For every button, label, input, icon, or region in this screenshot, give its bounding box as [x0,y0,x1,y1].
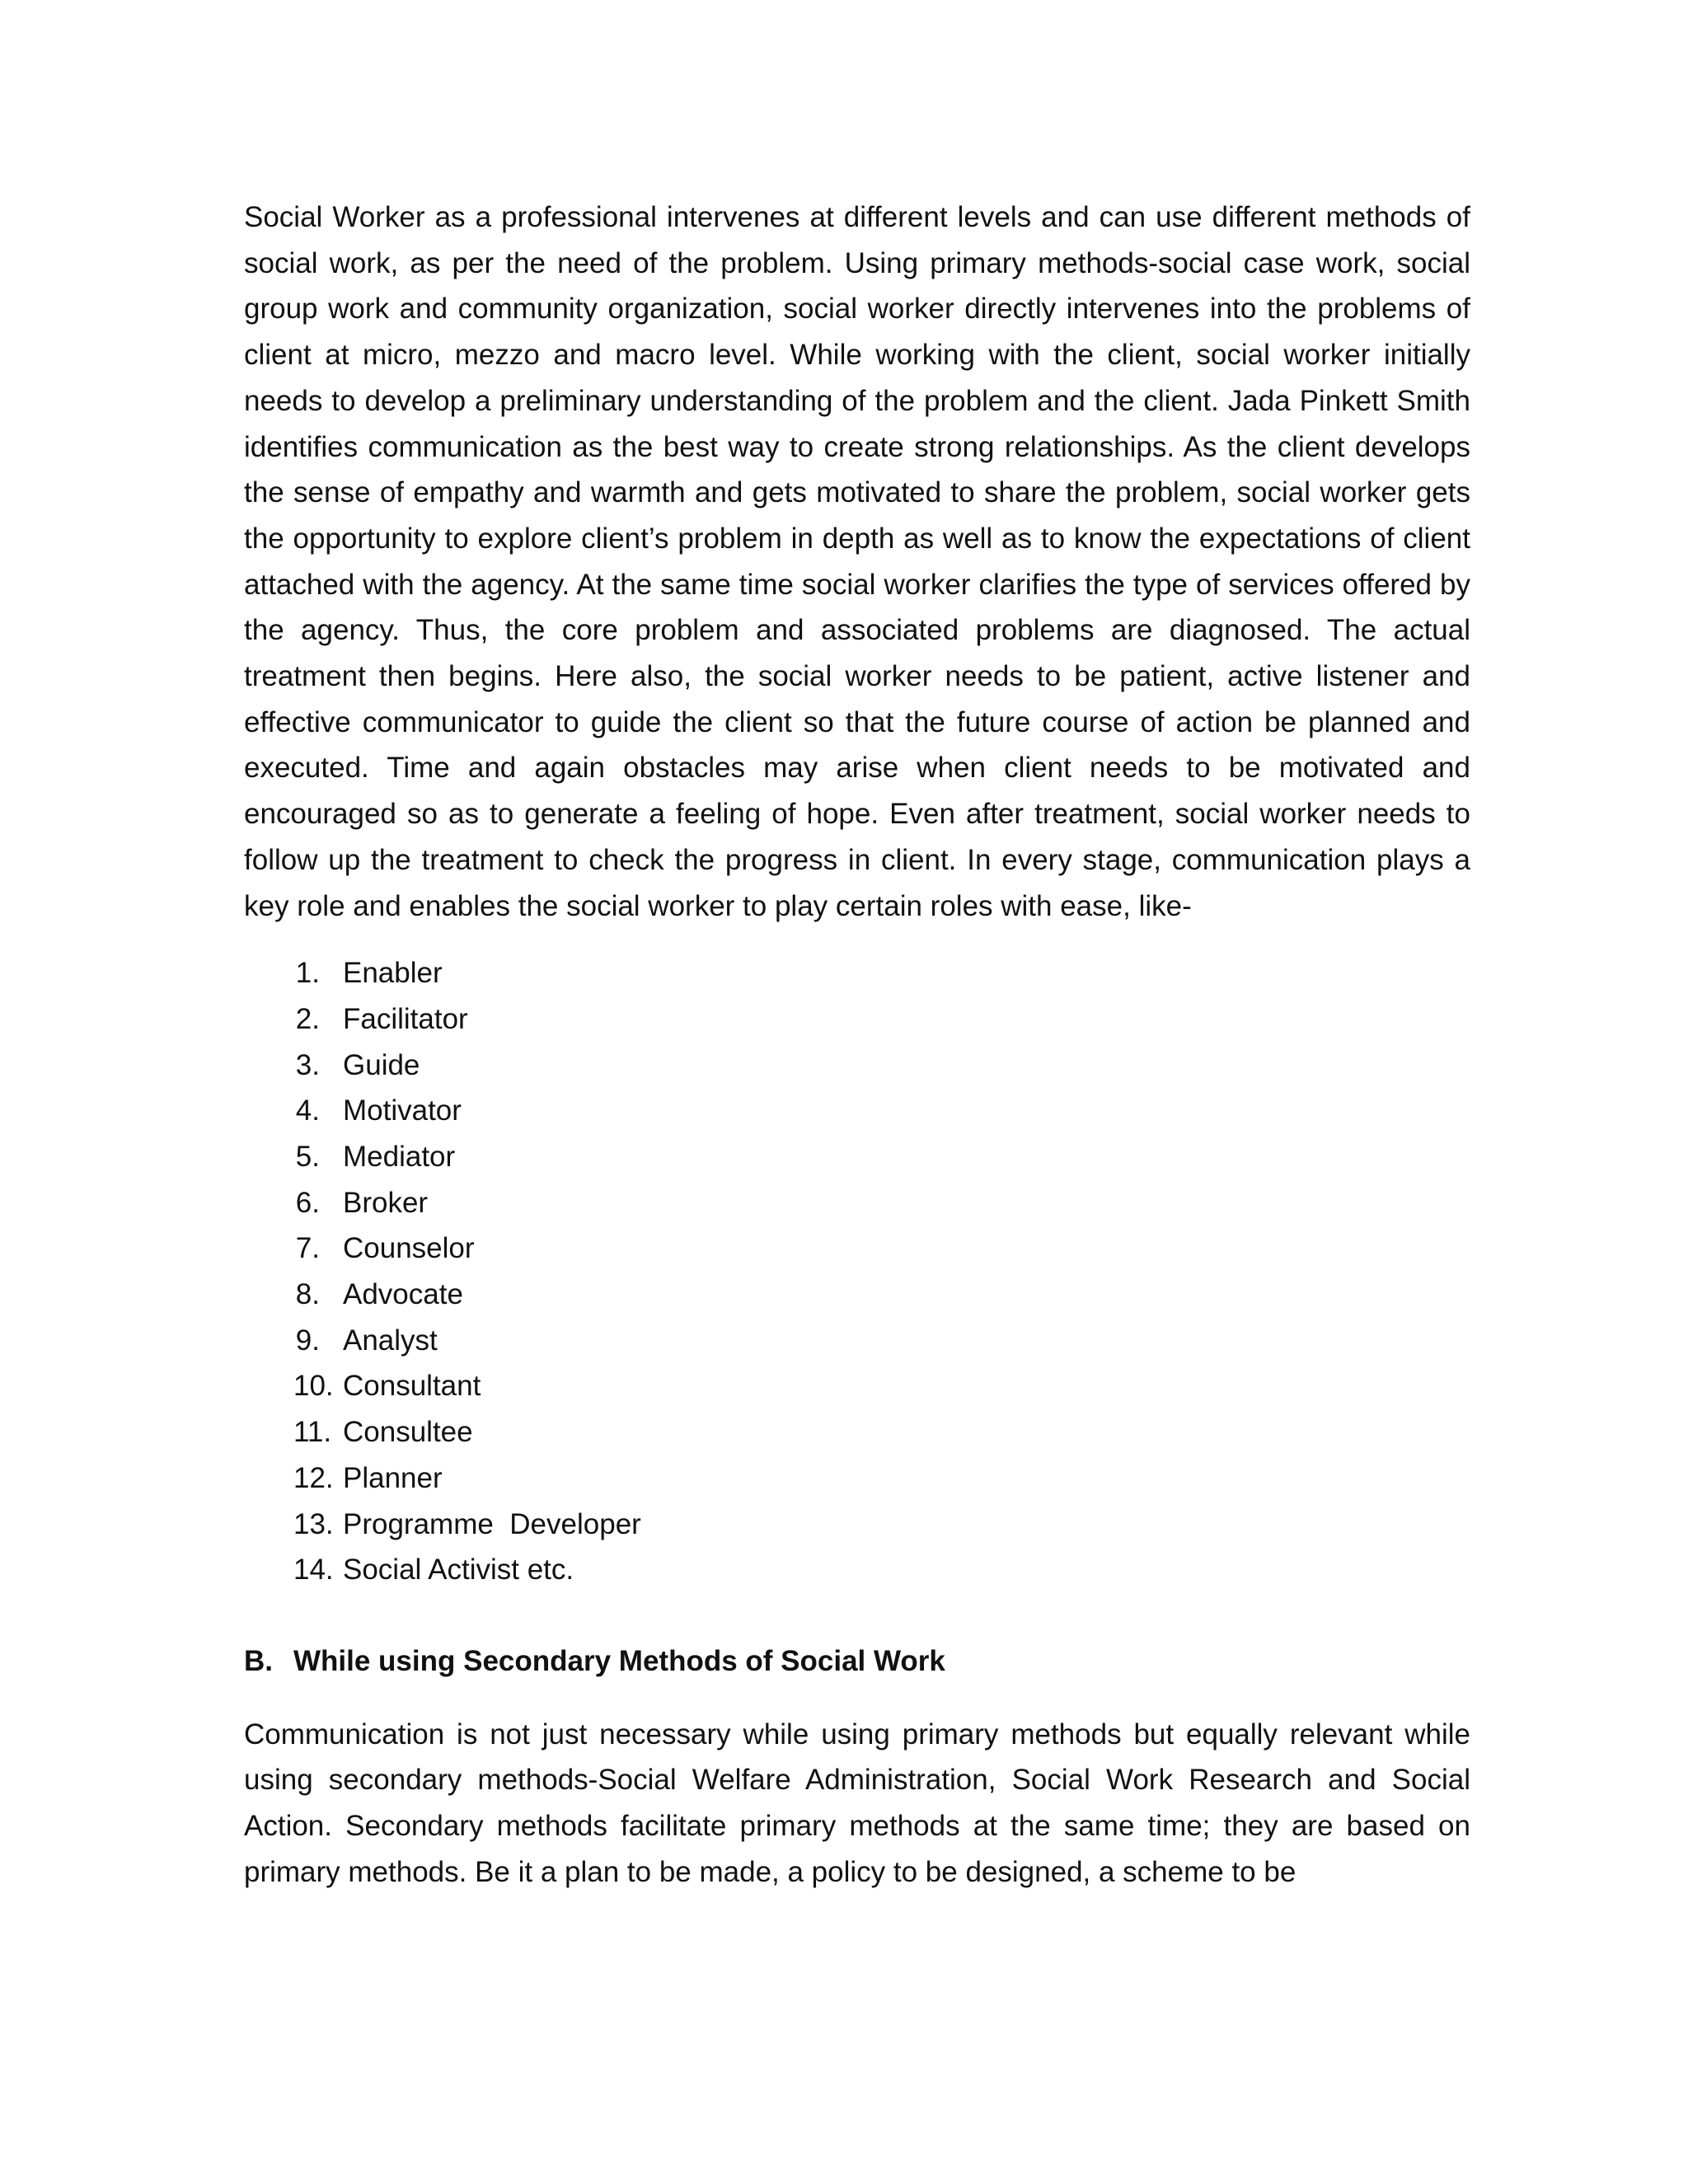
list-item-number: 5. [295,1141,320,1173]
list-item [244,1363,1470,1409]
roles-list [244,950,1470,1593]
list-item [244,1043,1470,1089]
list-item-number: 3. [295,1048,320,1081]
list-item-label: Social Activist etc. [343,1554,574,1586]
list-item-label: Guide [343,1048,420,1081]
section-letter: B. [244,1644,273,1677]
list-item-label: Programme Developer [343,1507,641,1540]
list-item-label: Broker [343,1186,429,1219]
list-item [244,1547,1470,1593]
section-title: While using Secondary Methods of Social Work [293,1644,945,1677]
list-item [244,1180,1470,1226]
list-item-label: Facilitator [343,1002,468,1035]
list-item [244,1502,1470,1548]
list-item-number: 4. [295,1094,320,1127]
list-item-number: 14. [293,1554,334,1586]
list-item-label: Motivator [343,1094,462,1127]
list-item-number: 11. [293,1416,332,1449]
list-item [244,1134,1470,1180]
list-item-label: Advocate [343,1278,463,1311]
page-content [244,194,1470,1895]
spacer [244,929,1470,950]
list-item [244,1409,1470,1455]
list-item-number: 9. [295,1324,320,1357]
list-item-number: 7. [295,1232,320,1265]
list-item [244,1226,1470,1272]
list-item-number: 6. [295,1186,320,1219]
list-item [244,1272,1470,1318]
list-item-number: 12. [293,1461,334,1494]
list-item-label: Mediator [343,1141,456,1173]
list-item [244,950,1470,996]
section-heading [244,1638,1470,1685]
list-item-label: Consultant [343,1370,481,1403]
list-item [244,1455,1470,1502]
list-item-label: Counselor [343,1232,475,1265]
spacer [244,1685,1470,1712]
secondary-methods-paragraph: Communication is not just necessary while using primary methods but equally relevant while using secondary methods-Social Welfare Administration, Social Work Research and Social Action. Secondary methods facilitate primary methods at the same time; they are based on primary methods. Be it a plan to be made, a policy to be designed, a scheme to be [244,1718,1470,1888]
list-item-label: Enabler [343,957,443,990]
list-item-label: Analyst [343,1324,438,1357]
list-item-label: Consultee [343,1416,473,1449]
list-item-number: 13. [293,1507,334,1540]
list-item-number: 10. [293,1370,334,1403]
intro-paragraph: Social Worker as a professional intervenes at different levels and can use different methods of social work, as per the need of the problem. Using primary methods-social case work, social group work and community organization, social worker directly intervenes into the problems of client at micro, mezzo and macro level. While working with the client, social worker initially needs to develop a preliminary understanding of the problem and the client. Jada Pinkett Smith identifies communication as the best way to create strong relationships. As the client develops the sense of empathy and warmth and gets motivated to share the problem, social worker gets the opportunity to explore client’s problem in depth as well as to know the expectations of client attached with the agency. At the same time social worker clarifies the type of services offered by the agency. Thus, the core problem and associated problems are diagnosed. The actual treatment then begins. Here also, the social worker needs to be patient, active listener and effective communicator to guide the client so that the future course of action be planned and executed. Time and again obstacles may arise when client needs to be motivated and encouraged so as to generate a feeling of hope. Even after treatment, social worker needs to follow up the treatment to check the progress in client. In every stage, communication plays a key role and enables the social worker to play certain roles with ease, like- [244,201,1470,922]
list-item-number: 2. [295,1002,320,1035]
spacer [244,1593,1470,1638]
list-item-number: 8. [295,1278,320,1311]
list-item-label: Planner [343,1461,443,1494]
list-item [244,1088,1470,1134]
list-item [244,1318,1470,1364]
list-item [244,996,1470,1043]
list-item-number: 1. [295,957,320,990]
